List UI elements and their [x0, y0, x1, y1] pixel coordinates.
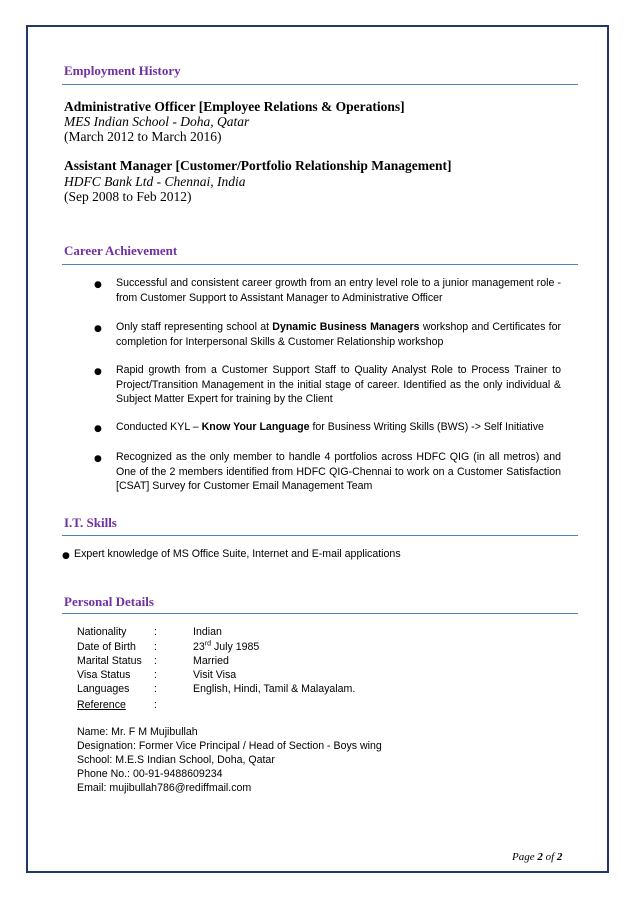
bullet-icon: ●: [94, 367, 102, 377]
career-rule: [62, 264, 578, 265]
it-skills-rule: [62, 535, 578, 536]
employment-rule: [62, 84, 578, 85]
marital-label: Marital Status: [77, 655, 142, 667]
job-1-dates: (March 2012 to March 2016): [64, 129, 222, 144]
bullet-icon: ●: [94, 424, 102, 434]
career-bullet-4: Conducted KYL – Know Your Language for Business Writing Skills (BWS) -> Self Initiative: [116, 421, 544, 433]
reference-email: Email: mujibullah786@rediffmail.com: [77, 782, 252, 794]
career-bullet-2: Only staff representing school at Dynamic Business Managers workshop and Certificates for completion for Interpersonal Skills & Customer Relationship workshop: [116, 321, 561, 348]
personal-rule: [62, 613, 578, 614]
languages-label: Languages: [77, 683, 130, 695]
career-bullet-5: Recognized as the only member to handle 4 portfolios across HDFC QIG (in all metros) and One of the 2 members identified from HDFC QIG-Chennai to work on a Customer Satisfaction [CSAT] Survey for Customer Email Management Team: [116, 451, 561, 492]
colon: :: [154, 699, 157, 711]
colon: :: [154, 669, 157, 681]
reference-designation: Designation: Former Vice Principal / Head of Section - Boys wing: [77, 740, 382, 752]
bullet-icon: ●: [94, 324, 102, 334]
it-skills-heading: I.T. Skills: [64, 515, 117, 530]
it-skill-item: Expert knowledge of MS Office Suite, Internet and E-mail applications: [74, 548, 401, 560]
career-bullet-1: Successful and consistent career growth from an entry level role to a junior management role - from Customer Support to Assistant Manager to Administrative Officer: [116, 277, 561, 304]
visa-label: Visa Status: [77, 669, 131, 681]
career-bullet-3: Rapid growth from a Customer Support Staff to Quality Analyst Role to Process Trainer to Project/Transition Management in the initial stage of career. Identified as the only individual & Subject Matter Expert for training by the Client: [116, 364, 561, 405]
colon: :: [154, 626, 157, 638]
personal-heading: Personal Details: [64, 594, 154, 609]
nationality-value: Indian: [193, 626, 222, 638]
job-1-org: MES Indian School - Doha, Qatar: [64, 114, 250, 129]
job-2-title: Assistant Manager [Customer/Portfolio Relationship Management]: [64, 158, 452, 173]
job-1-title: Administrative Officer [Employee Relations & Operations]: [64, 99, 405, 114]
bullet-icon: ●: [94, 454, 102, 464]
colon: :: [154, 655, 157, 667]
reference-phone: Phone No.: 00-91-9488609234: [77, 768, 223, 780]
nationality-label: Nationality: [77, 626, 127, 638]
career-heading: Career Achievement: [64, 243, 178, 258]
employment-heading: Employment History: [64, 63, 181, 78]
languages-value: English, Hindi, Tamil & Malayalam.: [193, 683, 356, 695]
dob-value: 23rd July 1985: [193, 640, 260, 653]
job-2-dates: (Sep 2008 to Feb 2012): [64, 189, 192, 204]
page-number: Page 2 of 2: [512, 851, 563, 863]
visa-value: Visit Visa: [193, 669, 237, 681]
reference-label: Reference: [77, 699, 126, 711]
marital-value: Married: [193, 655, 229, 667]
colon: :: [154, 683, 157, 695]
reference-name: Name: Mr. F M Mujibullah: [77, 726, 198, 738]
job-2-org: HDFC Bank Ltd - Chennai, India: [64, 174, 246, 189]
reference-school: School: M.E.S Indian School, Doha, Qatar: [77, 754, 275, 766]
bullet-icon: ●: [94, 280, 102, 290]
colon: :: [154, 641, 157, 653]
dob-label: Date of Birth: [77, 641, 136, 653]
bullet-icon: ●: [62, 551, 70, 561]
